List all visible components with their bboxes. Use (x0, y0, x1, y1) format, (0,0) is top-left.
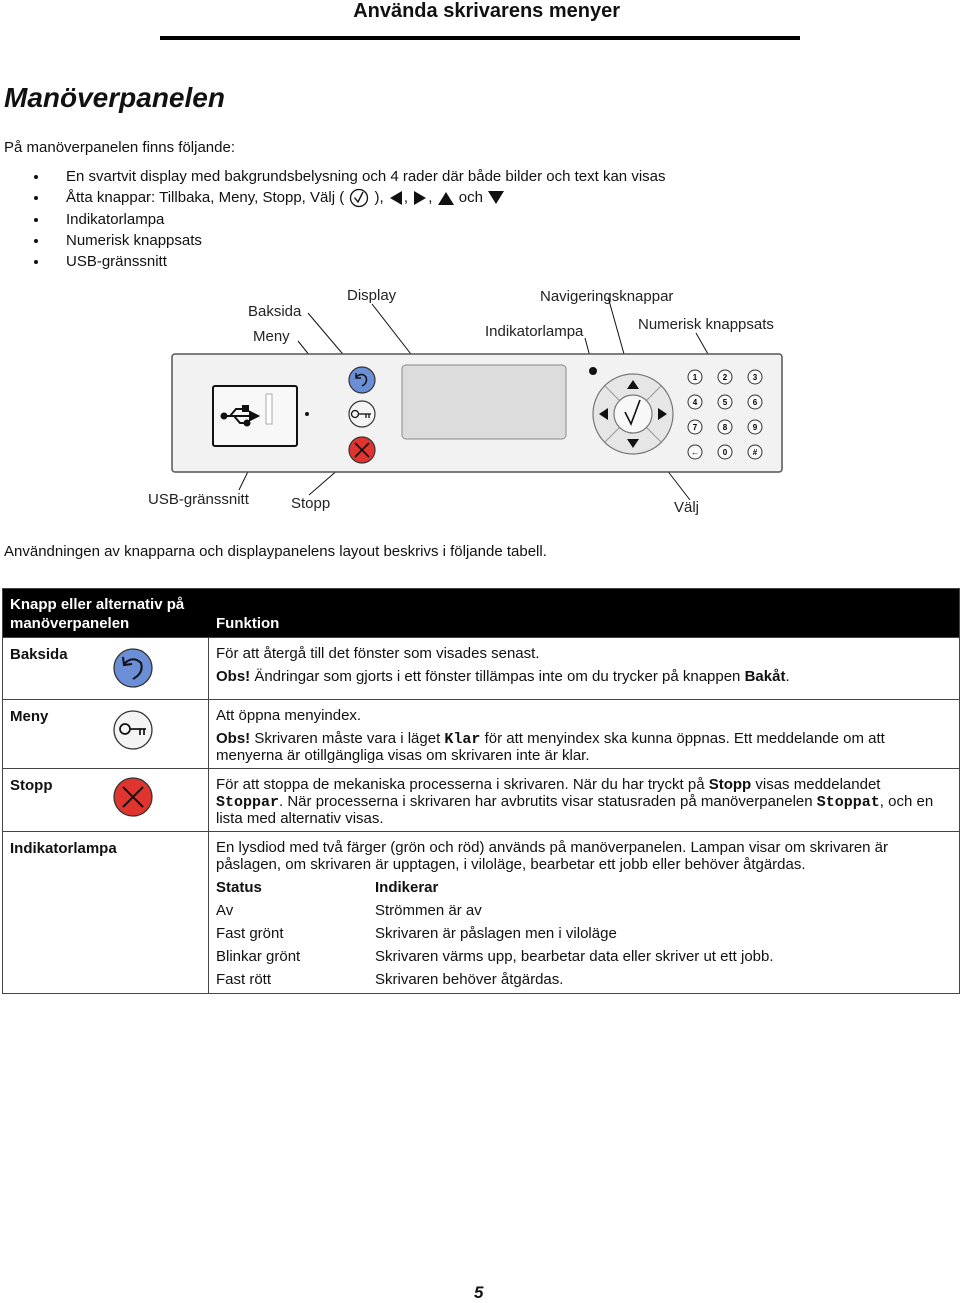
label-navigeringsknappar: Navigeringsknappar (540, 288, 674, 305)
table-row-stopp (3, 768, 959, 831)
keypad-key (718, 370, 732, 384)
navigation-cluster (593, 374, 673, 454)
keypad-key (748, 395, 762, 409)
label-numerisk-knappsats: Numerisk knappsats (638, 316, 774, 333)
status-meaning: Strömmen är av (375, 902, 482, 919)
keypad-key (748, 370, 762, 384)
status-value: Fast grönt (216, 925, 284, 942)
list-item: USB-gränssnitt (34, 251, 666, 272)
status-meaning: Skrivaren behöver åtgärdas. (375, 971, 564, 988)
keypad-key-label: 5 (722, 398, 728, 407)
running-header-title: Använda skrivarens menyer (353, 0, 620, 22)
label-display: Display (347, 287, 397, 304)
table-intro: Användningen av knapparna och displaypanelens layout beskrivs i följande tabell. (4, 543, 547, 560)
numeric-keypad (680, 362, 770, 466)
keypad-key (688, 395, 702, 409)
keypad-key-label: 3 (752, 373, 758, 382)
keypad-key-label: 1 (692, 373, 698, 382)
table-row-baksida (3, 637, 959, 699)
keypad-key (688, 370, 702, 384)
keypad-key-label: 0 (722, 448, 728, 457)
label-usb: USB-gränssnitt (148, 491, 249, 508)
keypad-key-label: 6 (752, 398, 758, 407)
status-value: Av (216, 902, 234, 919)
status-table: Status Indikerar Av Strömmen är av Fast grönt Skrivaren är påslagen men i viloläge Blinkar grönt Skrivaren värms upp, bearbetar data eller skriver ut ett jobb. Fast rött Skrivaren behöver åtgärdas. (216, 879, 949, 988)
key-icon (111, 708, 155, 752)
row-name: Meny (10, 708, 49, 725)
control-panel-figure (0, 0, 960, 540)
page-number: 5 (474, 1283, 484, 1302)
keypad-key-label: 4 (692, 398, 698, 407)
stop-icon (111, 775, 155, 819)
section-title: Manöverpanelen (4, 82, 225, 113)
list-item: En svartvit display med bakgrundsbelysning och 4 rader där både bilder och text kan visas (34, 166, 666, 187)
row-function: En lysdiod med två färger (grön och röd) används på manöverpanelen. Lampan visar om skrivaren är påslagen, om skrivaren är upptagen, i viloläge, bearbetar ett jobb eller behöver åtgärdas. Status Indikerar Av Strömmen är av Fast grönt Skrivaren är påslagen men i viloläge Blinkar grönt Skrivaren värms upp, bearbetar data eller skriver ut ett jobb. Fast rött Skrivaren behöver åtgärdas. (216, 840, 949, 988)
table-row-meny (3, 699, 959, 768)
keypad-key-label: 9 (752, 423, 758, 432)
indicator-light (589, 367, 597, 375)
table-header (3, 589, 959, 637)
keypad-key (688, 420, 702, 434)
row-name: Stopp (10, 777, 53, 794)
row-function: För att stoppa de mekaniska processerna i skrivaren. När du har tryckt på Stopp visas meddelandet Stoppar. När processerna i skrivaren har avbrutits visar statusraden på manöverpanelen Stoppat, och en lista med alternativ visas. (216, 776, 934, 827)
label-baksida: Baksida (248, 303, 302, 320)
keypad-key (718, 445, 732, 459)
label-meny: Meny (253, 328, 290, 345)
keypad-key (718, 420, 732, 434)
row-function: För att återgå till det fönster som visades senast. Obs! Ändringar som gjorts i ett fönster tillämpas inte om du trycker på knappen Bakåt. (216, 645, 790, 685)
keypad-key-label: ← (691, 448, 699, 457)
menu-button-illustration (349, 401, 375, 427)
control-panel-table (2, 588, 960, 994)
status-value: Fast rött (216, 971, 272, 988)
stop-button-illustration (349, 437, 375, 463)
table-header-col1: Knapp eller alternativ på manöverpanelen (10, 596, 185, 632)
keypad-key-label: 8 (722, 423, 728, 432)
label-indikatorlampa: Indikatorlampa (485, 323, 584, 340)
table-row-indikatorlampa (3, 831, 959, 993)
keypad-key (688, 445, 702, 459)
list-item: Åtta knappar: Tillbaka, Meny, Stopp, Välj ( ), , , och (34, 187, 666, 208)
keypad-key (718, 395, 732, 409)
row-function: Att öppna menyindex. Obs! Skrivaren måste vara i läget Klar för att menyindex ska kunna öppnas. Ett meddelande om att menyerna är otillgängliga visas om skrivaren inte är klar. (216, 707, 885, 764)
list-item: Indikatorlampa (34, 209, 666, 230)
display-screen (402, 365, 566, 439)
status-meaning: Skrivaren är påslagen men i viloläge (375, 925, 617, 942)
label-valj: Välj (674, 499, 700, 516)
row-name: Baksida (10, 646, 68, 663)
table-header-col2: Funktion (216, 615, 280, 632)
keypad-key-label: 2 (722, 373, 728, 382)
label-stopp: Stopp (291, 495, 331, 512)
status-meaning: Skrivaren värms upp, bearbetar data eller skriver ut ett jobb. (375, 948, 774, 965)
list-item: Numerisk knappsats (34, 230, 666, 251)
back-icon (111, 646, 155, 690)
status-value: Blinkar grönt (216, 948, 301, 965)
keypad-key-label: 7 (692, 423, 698, 432)
keypad-key-label: # (752, 448, 758, 457)
intro-text: På manöverpanelen finns följande: (4, 139, 235, 156)
keypad-key (748, 420, 762, 434)
keypad-key (748, 445, 762, 459)
back-button-illustration (349, 367, 375, 393)
row-name: Indikatorlampa (10, 840, 117, 857)
